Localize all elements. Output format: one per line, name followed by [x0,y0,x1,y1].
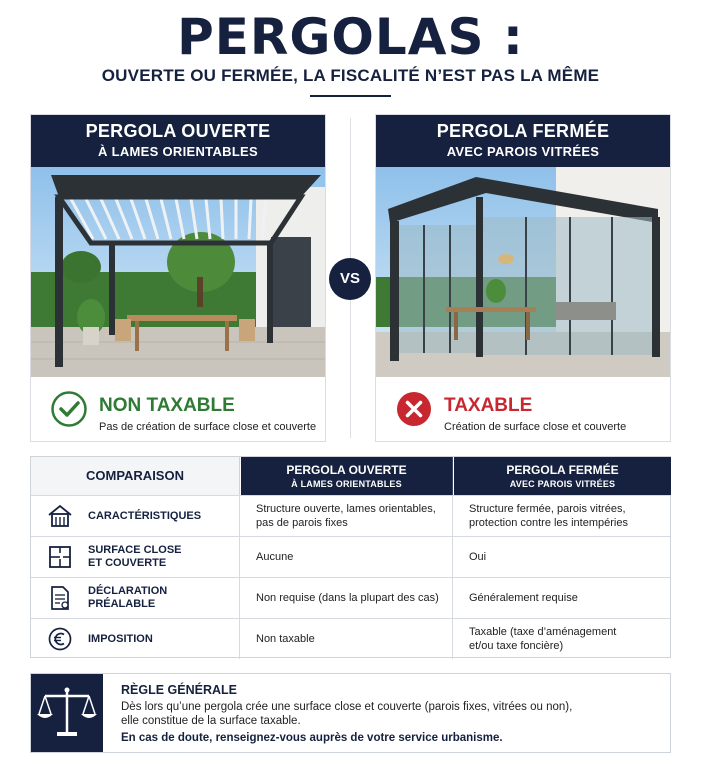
house-icon [47,504,73,528]
row-open-value [241,537,453,577]
row-open-line1: Non taxable [256,633,315,645]
open-pergola-verdict-note: Pas de création de surface close et couverte [99,421,317,433]
closed-pergola-subtitle: AVEC PAROIS VITRÉES [446,144,600,159]
open-pergola-verdict [31,377,325,443]
closed-pergola-drawing [376,167,670,377]
row-open-value [241,496,453,536]
page-subtitle: OUVERTE OU FERMÉE, LA FISCALITÉ N’EST PAS LA MÊME [101,66,600,85]
title-underline [310,95,391,97]
open-pergola-verdict-label: NON TAXABLE [99,395,235,416]
row-label-cell [31,537,240,577]
general-rule-box [30,673,671,753]
row-label [88,544,182,570]
open-pergola-illustration [31,167,325,377]
table-header-closed-subtitle: AVEC PAROIS VITRÉES [509,479,616,489]
closed-pergola-verdict-note: Création de surface close et couverte [444,421,627,433]
row-closed-value [454,496,671,536]
row-closed-value [454,537,671,577]
row-label-line1: SURFACE CLOSE [88,544,182,556]
closed-pergola-title: PERGOLA FERMÉE [436,121,610,141]
general-rule-text-line1: Dès lors qu’une pergola crée une surface close et couverte (parois fixes, vitrées ou non), [121,701,573,713]
row-label-line2: PRÉALABLE [88,598,156,610]
row-label-cell [31,578,240,618]
table-row [31,536,670,577]
floor-plan-icon [47,545,73,569]
row-label-cell [31,496,240,536]
document-icon [47,586,73,610]
check-icon [51,391,87,427]
table-header-open-title: PERGOLA OUVERTE [286,463,407,477]
row-open-line1: Structure ouverte, lames orientables, [256,503,436,515]
row-open-value [241,578,453,618]
general-rule-text [121,700,661,728]
row-label [88,585,167,611]
table-header-comparison: COMPARAISON [31,457,240,495]
page-title: PERGOLAS : [177,8,524,66]
table-header-closed [454,457,671,495]
closed-pergola-header [376,115,670,167]
row-label: IMPOSITION [88,633,153,645]
comparison-table [30,456,671,658]
table-row [31,618,670,659]
open-pergola-subtitle: À LAMES ORIENTABLES [97,144,259,159]
row-label: CARACTÉRISTIQUES [88,510,202,522]
row-closed-line1: Oui [469,551,487,563]
open-pergola-header [31,115,325,167]
open-pergola-title: PERGOLA OUVERTE [85,121,271,141]
open-pergola-drawing [31,167,325,377]
row-open-line2: pas de parois fixes [256,517,348,529]
row-open-line1: Non requise (dans la plupart des cas) [256,592,439,604]
closed-pergola-illustration [376,167,670,377]
table-header-closed-title: PERGOLA FERMÉE [506,463,619,477]
general-rule-advice: En cas de doute, renseignez-vous auprès de votre service urbanisme. [121,732,503,744]
row-closed-line1: Structure fermée, parois vitrées, [469,503,626,515]
table-header-open-subtitle: À LAMES ORIENTABLES [291,479,402,489]
scales-icon [31,674,103,752]
closed-pergola-verdict-label: TAXABLE [444,395,533,416]
row-open-value [241,619,453,659]
row-closed-line2: protection contre les intempéries [469,517,628,529]
closed-pergola-panel [375,114,671,442]
row-closed-line1: Généralement requise [469,592,578,604]
row-label-line1: DÉCLARATION [88,585,168,597]
row-open-line1: Aucune [256,551,294,563]
row-closed-value [454,578,671,618]
cross-icon [396,391,432,427]
row-closed-line2: et/ou taxe foncière) [469,640,564,652]
closed-pergola-verdict [376,377,670,443]
general-rule-text-line2: elle constitue de la surface taxable. [121,715,301,727]
general-rule-title: RÈGLE GÉNÉRALE [121,683,237,697]
vs-badge: VS [329,258,371,300]
open-pergola-panel [30,114,326,442]
table-header-open [241,457,453,495]
row-closed-line1: Taxable (taxe d’aménagement [469,626,617,638]
row-label-cell [31,619,240,659]
euro-icon [47,627,73,651]
table-header [31,457,670,495]
table-row [31,577,670,618]
row-label-line2: ET COUVERTE [88,557,167,569]
row-closed-value [454,619,671,659]
table-row [31,495,670,536]
